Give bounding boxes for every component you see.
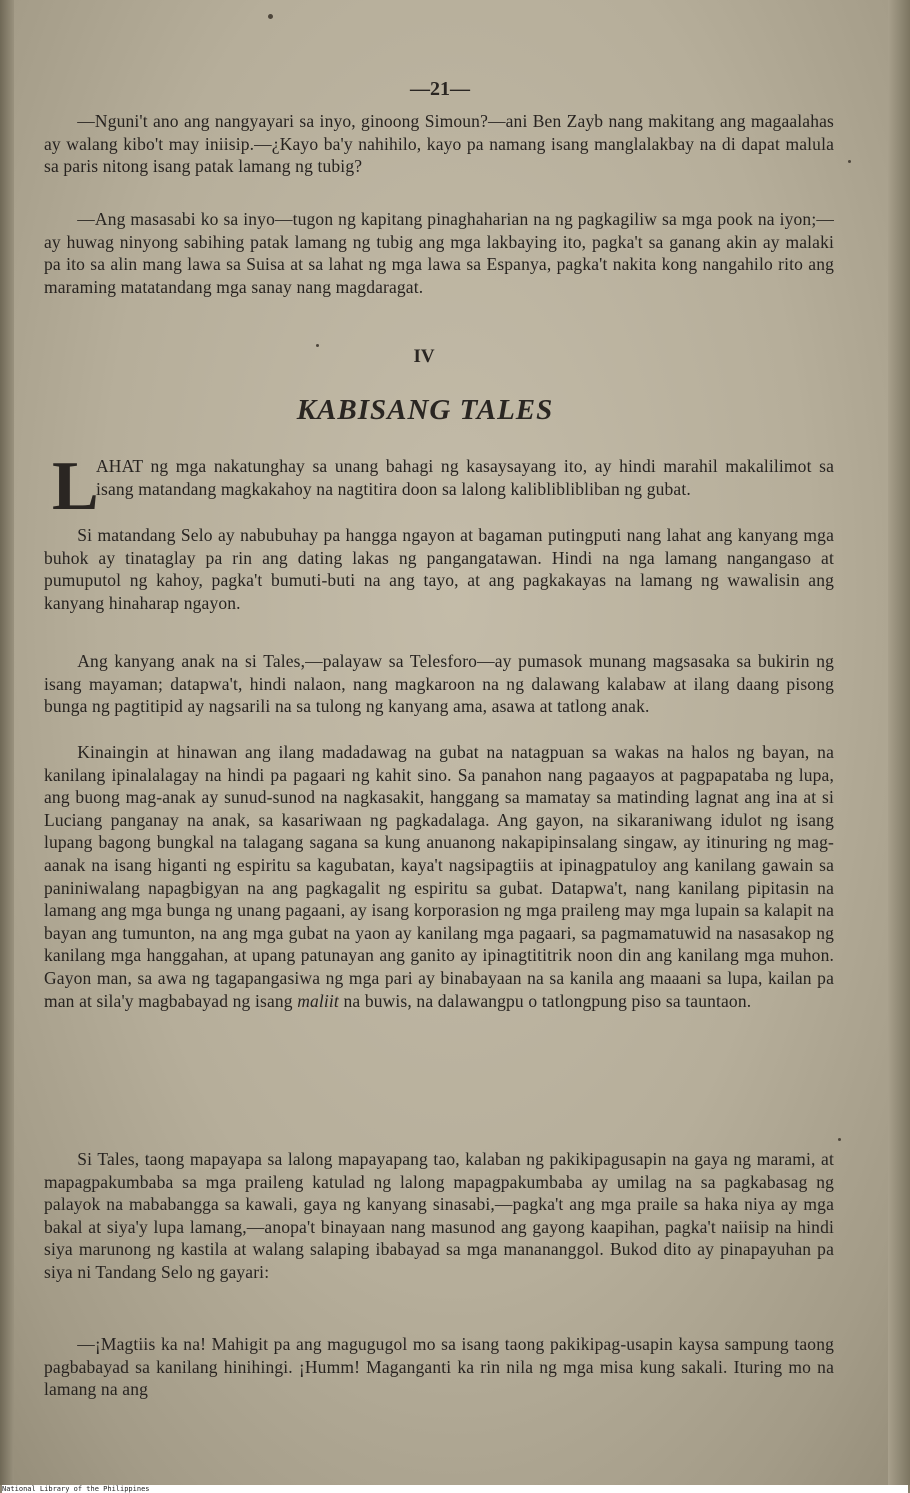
paper-speck [838, 1138, 841, 1141]
drop-cap-letter: L [52, 448, 99, 525]
chapter-first-paragraph: AHAT ng mga nakatunghay sa unang bahagi ng kasaysayang ito, ay hindi marahil makalilimot sa isang matandang magkakahoy na nagtitira doon sa lalong kalibliblibliban ng gubat. [96, 456, 834, 499]
page-right-edge [888, 0, 910, 1485]
paragraph-tales-son: Ang kanyang anak na si Tales,—palayaw sa Telesforo—ay pumasok munang magsasaka sa bukirin ng isang mayaman; datapwa't, hindi nalaon, nang magkaroon na ng dalawang kalabaw at ilang daang pisong bunga ng pagtitipid ay nagsarili na sa tulong ng kanyang ama, asawa at tatlong anak. [44, 651, 834, 717]
paragraph-magtiis: —¡Magtiis ka na! Mahigit pa ang magugugol mo sa isang taong pakikipag-usapin kaysa sampung taong pagbabayad sa kanilang hinihingi. ¡Humm! Maganganti ka rin nila ng mga misa kung sakali. Ituring mo na lamang na ang [44, 1334, 834, 1400]
paragraph-captain-reply: —Ang masasabi ko sa inyo—tugon ng kapitang pinaghaharian na ng pagkagiliw sa mga pook na iyon;—ay huwag ninyong sabihing patak lamang ng tubig ang mga lakbaying ito, pagka't sa ganang akin ay malaki pa ito sa alin mang lawa sa Suisa at sa lahat ng mga lawa sa Espanya, pagka't nakita kong nangahilo rito ang maraming matatandang mga sanay nang magdaragat. [44, 209, 834, 297]
paper-speck [316, 344, 319, 347]
paragraph-kinaingin [44, 741, 834, 1012]
italic-word-maliit: maliit [297, 990, 339, 1011]
library-credit: National Library of the Philippines [2, 1485, 908, 1493]
paragraph-ben-zayb-question: —Nguni't ano ang nangyayari sa inyo, ginoong Simoun?—ani Ben Zayb nang makitang ang magaalahas ay walang kibo't may iniisip.—¿Kayo ba'y nahihilo, kayo pa namang isang manglalakbay na di dapat malula sa paris nitong isang patak lamang ng tubig? [44, 111, 834, 177]
page-number: —21— [410, 78, 470, 100]
paper-speck [848, 160, 851, 163]
chapter-title: KABISANG TALES [296, 394, 554, 426]
paragraph-kinaingin-end: na buwis, na dalawangpu o tatlongpung piso sa tauntaon. [343, 990, 752, 1011]
page-left-edge [0, 0, 14, 1485]
paragraph-selo: Si matandang Selo ay nabubuhay pa hangga ngayon at bagaman putingputi nang lahat ang kanyang mga buhok ay tinataglay pa rin ang dating lakas ng pangangatawan. Hindi na nga lamang nangangaso at pumuputol ng kahoy, pagka't bumuti-buti na ang tayo, at ang pagkakayas na lamang ng wawalisin ang kanyang hinaharap ngayon. [44, 525, 834, 613]
chapter-number: IV [413, 346, 435, 367]
paper-speck [268, 14, 273, 19]
paragraph-tales-peaceful: Si Tales, taong mapayapa sa lalong mapayapang tao, kalaban ng pakikipagusapin na gaya ng marami, at mapagpakumbaba sa mga praileng katulad ng lalong mapagpakumbaba ay umilag na sa pagkabasag ng palayok na mababangga sa kawali, gaya ng kanyang sinasabi,—pagka't ang mga praile sa haka niya ay mga bakal at siya'y lupa lamang,—anopa't binayaan nang masunod ang gayong kaapihan, pagka't naiisip na hindi siya marunong ng kastila at walang salaping ibabayad sa mga manananggol. Bukod dito ay pinapayuhan pa siya ni Tandang Selo ng gayari: [44, 1149, 834, 1282]
paragraph-kinaingin-text: Kinaingin at hinawan ang ilang madadawag na gubat na natagpuan sa wakas na halos ng bayan, na kanilang ipinalalagay na hindi pa pagaari ng kahit sino. Sa panahon nang pagaayos at pagpapataba ng lupa, ang buong mag-anak ay sunud-sunod na nagkasakit, hanggang sa mamatay sa matinding lagnat ang ina at si Luciang panganay na anak, sa kasariwaan ng pagkadalaga. Ang gayon, na sikaraniwang idulot ng isang lupang bagong bungkal na talagang sagana sa kung anuanong nakapipinsalang singaw, ay itinuring ng mag-aanak na isang higanti ng espiritu sa kagubatan, kaya't nagsipagtiis at ipinagpatuloy ang kanilang gawain sa paniniwalang napagbigyan na ang pagkagalit ng espiritu sa gubat. Datapwa't, nang kanilang pipitasin na lamang ang mga bunga ng unang pagaani, ay isang korporasion ng mga praileng may mga lupain sa kalapit na bayan ang tumunton, na ang mga gubat na yaon ay kanilang mga pagaari, sa pagmamatuwid na nasasakop ng kanilang mga hanggahan, at upang patunayan ang ganito ay ipinagtititrik noon din ang kanilang mga muhon. Gayon man, sa awa ng tagapangasiwa ng mga pari ay binabayaan na sa kanila ang maaani sa lupa, kailan pa man at sila'y magbabayad ng isang [44, 742, 834, 1011]
